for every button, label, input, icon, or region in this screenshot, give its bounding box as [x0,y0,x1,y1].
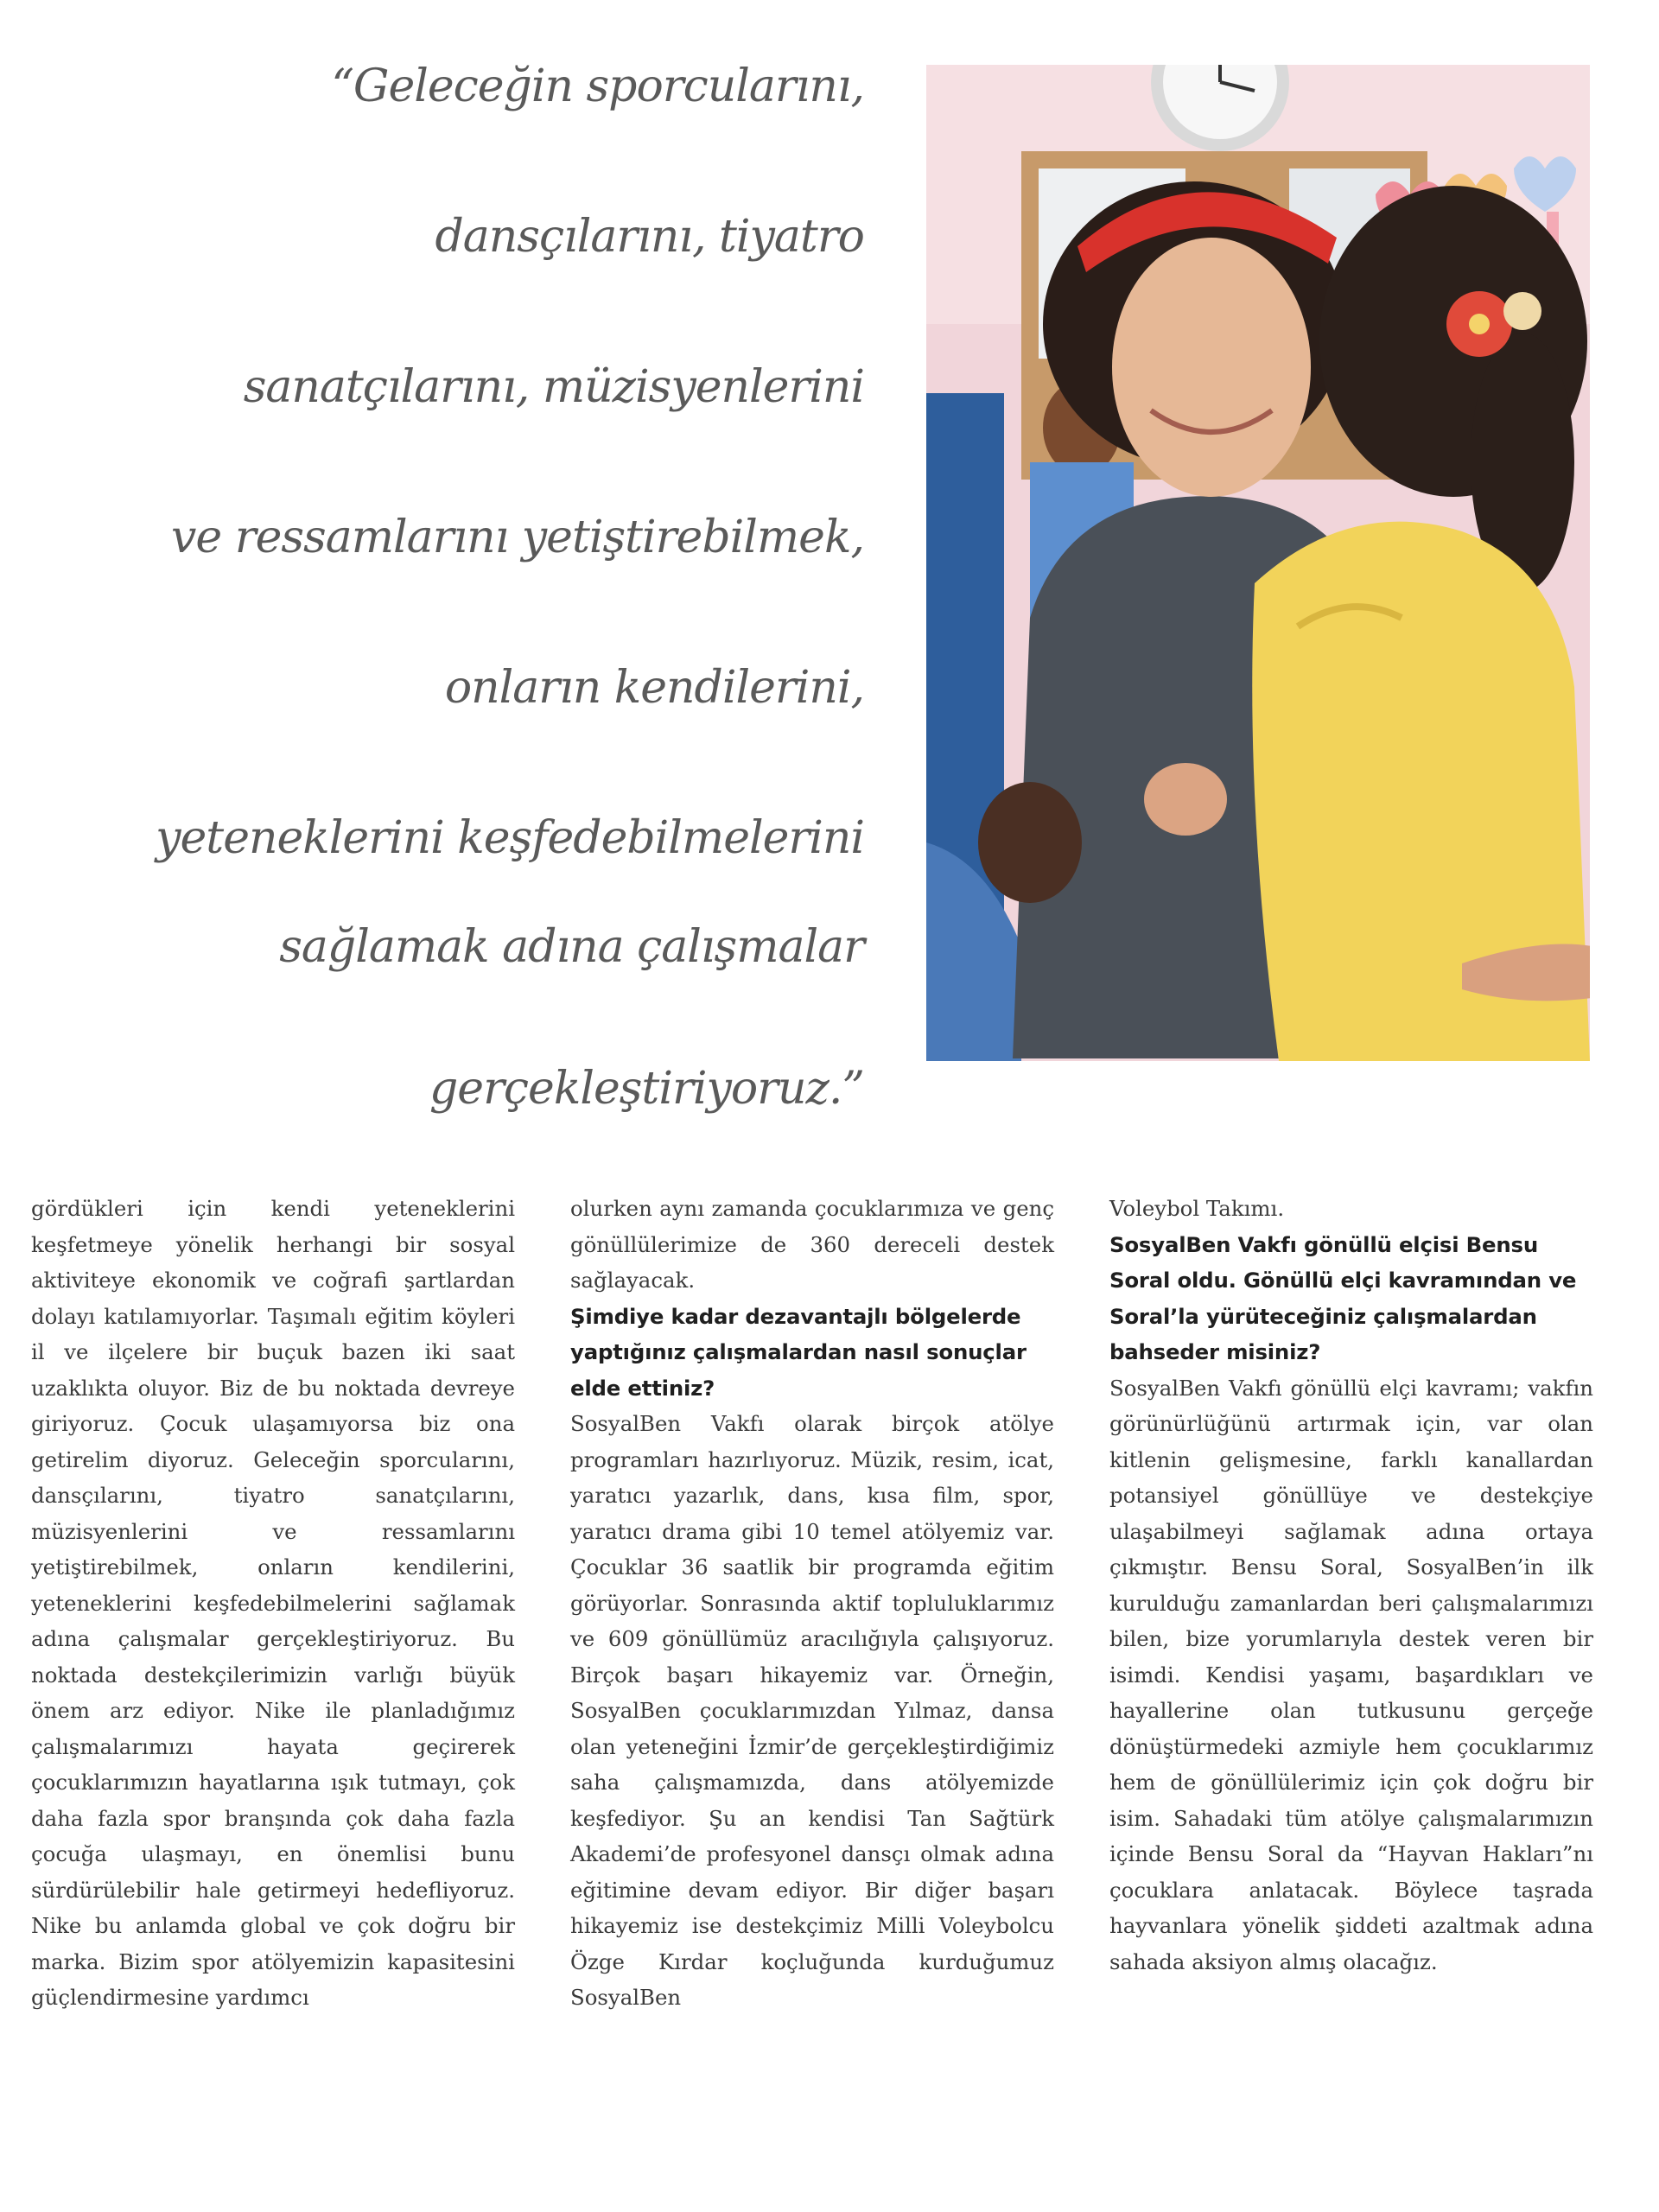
paragraph: SosyalBen Vakfı gönüllü elçi kavramı; vakfın görünürlüğünü artırmak için, var olan kitlenin gelişmesine, farklı kanallardan potansiyel gönüllüye ve destekçiye ulaşabilmeyi sağlamak adına ortaya çıkmıştır. Bensu Soral, SosyalBen’in ilk kurulduğu zamanlardan beri çalışmalarımızı bilen, bize yorumlarıyla destek veren bir isimdi. Kendisi yaşamı, başardıkları ve hayallerine olan tutkusunu gerçeğe dönüştürmedeki azmiyle hem çocuklarımız hem de gönüllülerimiz için çok doğru bir isim. Sahadaki tüm atölye çalışmalarımızın içinde Bensu Soral da “Hayvan Hakları”nı çocuklara anlatacak. Böylece taşrada hayvanlara yönelik şiddeti azaltmak adına sahada aksiyon almış olacağız. [1109,1375,1593,1974]
pull-quote-line: sanatçılarını, müzisyenlerini [243,361,864,413]
article-column-1 [31,1191,515,2016]
pull-quote-line: sağlamak adına çalışmalar [279,921,864,973]
paragraph: SosyalBen Vakfı olarak birçok atölye programları hazırlıyoruz. Müzik, resim, icat, yaratıcı yazarlık, dans, kısa film, spor, yaratıcı drama gibi 10 temel atölyemiz var. Çocuklar 36 saatlik bir programda eğitim görüyorlar. Sonrasında aktif topluluklarımız ve 609 gönüllümüz aracılığıyla çalışıyoruz. Birçok başarı hikayemiz var. Örneğin, SosyalBen çocuklarımızdan Yılmaz, dansa olan yeteneğini İzmir’de gerçekleştirdiğimiz saha çalışmamızda, dans atölyemizde keşfediyor. Şu an kendisi Tan Sağtürk Akademi’de profesyonel dansçı olmak adına eğitimine devam ediyor. Bir diğer başarı hikayemiz ise destekçimiz Milli Voleybolcu Özge Kırdar koçluğunda kurduğumuz SosyalBen [570,1411,1054,2010]
interview-question: SosyalBen Vakfı gönüllü elçisi Bensu Soral oldu. Gönüllü elçi kavramından ve Soral’la yürüteceğiniz çalışmalardan bahseder misiniz? [1109,1231,1577,1364]
pull-quote-line: yeteneklerini keşfedebilmelerini [156,812,864,864]
article-photo [926,65,1590,1061]
paragraph: Voleybol Takımı. [1109,1196,1285,1221]
pull-quote-line: “Geleceğin sporcularını, [331,60,864,112]
pull-quote-line: ve ressamlarını yetiştirebilmek, [171,512,864,563]
article-body [0,1191,1659,2193]
paragraph: gördükleri için kendi yeteneklerini keşfetmeye yönelik herhangi bir sosyal aktiviteye ekonomik ve coğrafi şartlardan dolayı katılamıyorlar. Taşımalı eğitim köyleri il ve ilçelere bir buçuk bazen iki saat uzaklıkta oluyor. Biz de bu noktada devreye giriyoruz. Çocuk ulaşamıyorsa biz ona getirelim diyoruz. Geleceğin sporcularını, dansçılarını, tiyatro sanatçılarını, müzisyenlerini ve ressamlarını yetiştirebilmek, onların kendilerini, yeteneklerini keşfedebilmelerini sağlamak adına çalışmalar gerçekleştiriyoruz. Bu noktada destekçilerimizin varlığı büyük önem arz ediyor. Nike ile planladığımız çalışmalarımızı hayata geçirerek çocuklarımızın hayatlarına ışık tutmayı, çok daha fazla spor branşında çok daha fazla çocuğa ulaşmayı, en önemlisi bunu sürdürülebilir hale getirmeyi hedefliyoruz. Nike bu anlamda global ve çok doğru bir marka. Bizim spor atölyemizin kapasitesini güçlendirmesine yardımcı [31,1196,515,2010]
interview-question: Şimdiye kadar dezavantajlı bölgelerde yaptığınız çalışmalardan nasıl sonuçlar elde ettiniz? [570,1303,1027,1401]
paragraph: olurken aynı zamanda çocuklarımıza ve genç gönüllülerimize de 360 dereceli destek sağlayacak. [570,1196,1054,1293]
pull-quote-line: onların kendilerini, [444,662,864,714]
pull-quote-line: dansçılarını, tiyatro [435,211,864,263]
article-column-2 [570,1191,1054,2016]
pull-quote-line: gerçekleştiriyoruz.” [429,1063,864,1115]
pull-quote [86,52,864,1115]
article-column-3 [1109,1191,1593,1980]
